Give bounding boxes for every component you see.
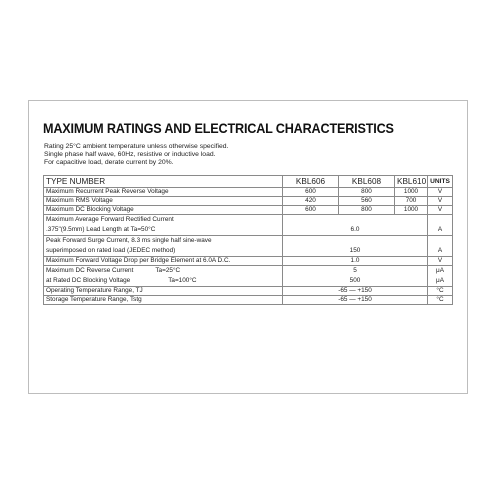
cell-value: 500 xyxy=(283,276,428,287)
cell-unit: V xyxy=(428,206,453,215)
cell-value: 6.0 xyxy=(283,225,428,236)
cell-value: 150 xyxy=(283,246,428,257)
datasheet-panel xyxy=(28,100,468,394)
note-line: Rating 25°C ambient temperature unless otherwise specified. xyxy=(44,143,229,150)
cell-kbl606: 600 xyxy=(283,188,339,197)
cell-value: -65 — +150 xyxy=(283,296,428,305)
cell-value: -65 — +150 xyxy=(283,287,428,296)
row-label-text: Maximum DC Reverse Current xyxy=(46,267,134,274)
row-label: Operating Temperature Range, TJ xyxy=(44,287,283,296)
table-row xyxy=(44,236,453,247)
cell-unit: μA xyxy=(428,276,453,287)
table-row xyxy=(44,188,453,197)
table-header-row xyxy=(44,176,453,188)
cell-value: 5 xyxy=(283,266,428,277)
cell-kbl608: 800 xyxy=(339,188,395,197)
rating-notes xyxy=(44,143,228,166)
cell-unit: A xyxy=(428,225,453,236)
header-part-kbl606: KBL606 xyxy=(283,176,339,188)
cell-kbl606: 600 xyxy=(283,206,339,215)
cell-unit: V xyxy=(428,257,453,266)
row-label: Storage Temperature Range, Tstg xyxy=(44,296,283,305)
row-label: Maximum RMS Voltage xyxy=(44,197,283,206)
header-part-kbl608: KBL608 xyxy=(339,176,395,188)
cell-kbl608: 560 xyxy=(339,197,395,206)
cell-kbl610: 700 xyxy=(395,197,428,206)
row-label: Maximum Recurrent Peak Reverse Voltage xyxy=(44,188,283,197)
header-units: UNITS xyxy=(428,176,453,188)
header-part-kbl610: KBL610 xyxy=(395,176,428,188)
row-label-text: at Rated DC Blocking Voltage xyxy=(46,277,131,284)
note-line: For capacitive load, derate current by 20%. xyxy=(44,158,174,166)
row-label xyxy=(44,276,283,287)
condition-label: Ta=100°C xyxy=(168,277,197,284)
cell-unit: °C xyxy=(428,296,453,305)
header-type-number: TYPE NUMBER xyxy=(44,176,283,188)
table-row xyxy=(44,276,453,287)
cell-kbl610: 1000 xyxy=(395,188,428,197)
row-label: Maximum DC Blocking Voltage xyxy=(44,206,283,215)
cell-unit: A xyxy=(428,246,453,257)
row-label: superimposed on rated load (JEDEC method) xyxy=(44,246,283,257)
condition-label: Ta=25°C xyxy=(155,267,181,274)
cell-unit: μA xyxy=(428,266,453,277)
table-row xyxy=(44,246,453,257)
section-title: MAXIMUM RATINGS AND ELECTRICAL CHARACTERISTICS xyxy=(43,121,394,136)
table-row xyxy=(44,266,453,277)
cell-kbl610: 1000 xyxy=(395,206,428,215)
cell-unit: V xyxy=(428,188,453,197)
row-label: Peak Forward Surge Current, 8.3 ms single half sine-wave xyxy=(44,236,283,247)
table-row xyxy=(44,197,453,206)
table-row xyxy=(44,225,453,236)
row-label: Maximum Forward Voltage Drop per Bridge Element at 6.0A D.C. xyxy=(44,257,283,266)
cell-kbl606: 420 xyxy=(283,197,339,206)
cell-unit: V xyxy=(428,197,453,206)
cell-unit: °C xyxy=(428,287,453,296)
note-line: Single phase half wave, 60Hz, resistive or inductive load. xyxy=(44,150,216,158)
table-row xyxy=(44,215,453,226)
cell-kbl608: 800 xyxy=(339,206,395,215)
cell-value: 1.0 xyxy=(283,257,428,266)
table-row xyxy=(44,296,453,305)
row-label xyxy=(44,266,283,277)
row-label: Maximum Average Forward Rectified Current xyxy=(44,215,283,226)
table-row xyxy=(44,257,453,266)
table-row xyxy=(44,287,453,296)
ratings-table xyxy=(43,175,453,305)
row-label: .375"(9.5mm) Lead Length at Ta=50°C xyxy=(44,225,283,236)
table-row xyxy=(44,206,453,215)
